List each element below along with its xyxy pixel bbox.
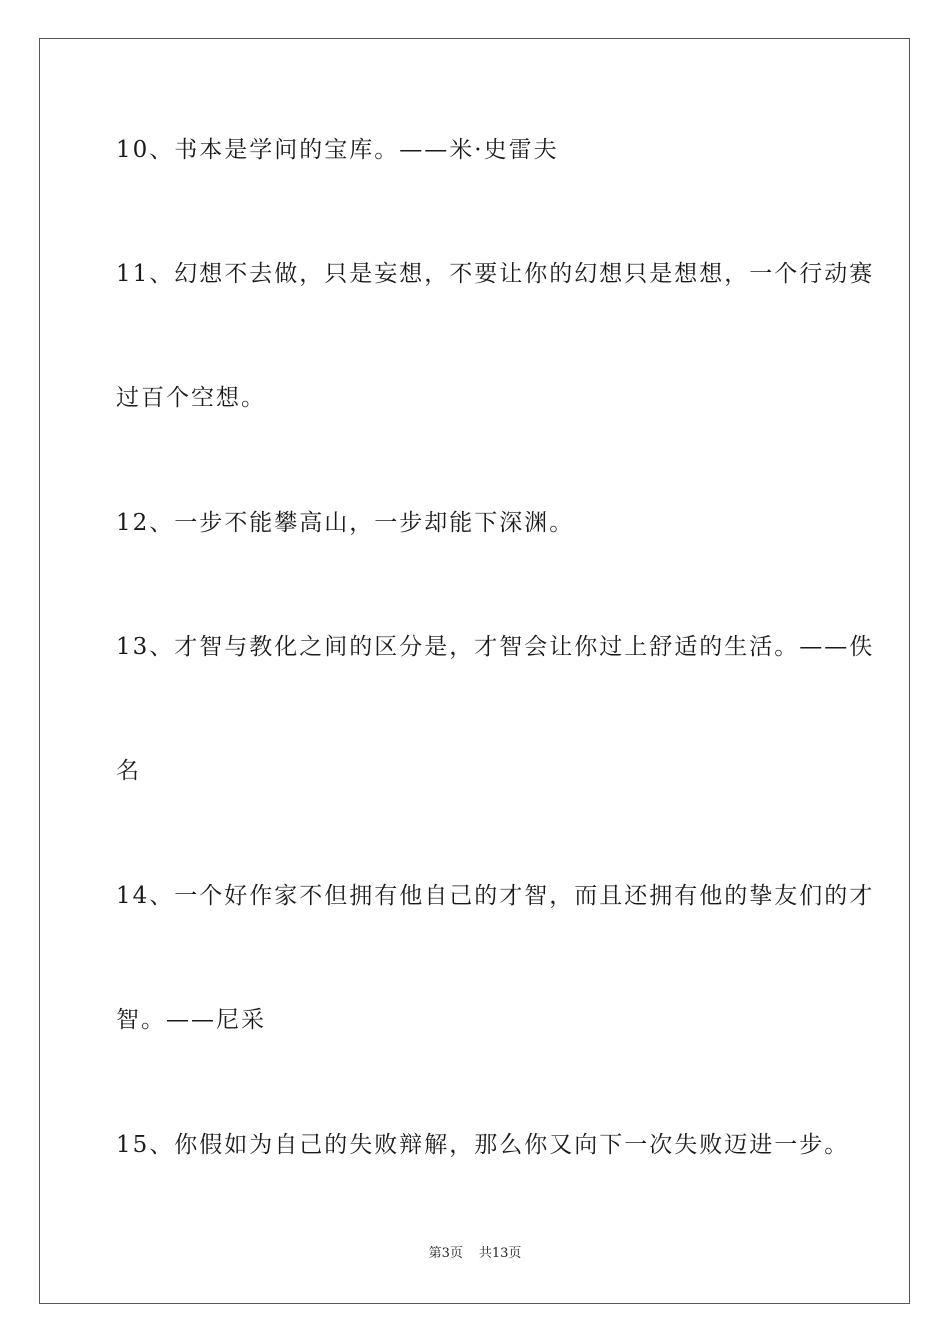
quote-12: 12、一步不能攀高山，一步却能下深渊。	[116, 510, 575, 536]
page-border	[39, 38, 910, 1304]
quote-14-line-2: 智。——尼采	[116, 1007, 266, 1033]
quote-11-line-2: 过百个空想。	[116, 385, 266, 411]
quote-14-line-1: 14、一个好作家不但拥有他自己的才智，而且还拥有他的挚友们的才	[116, 883, 875, 909]
quote-11-line-1: 11、幻想不去做，只是妄想，不要让你的幻想只是想想，一个行动赛	[116, 261, 875, 287]
quote-15: 15、你假如为自己的失败辩解，那么你又向下一次失败迈进一步。	[116, 1132, 850, 1158]
page-footer	[0, 1245, 950, 1263]
quote-10: 10、书本是学问的宝库。——米·史雷夫	[116, 137, 559, 163]
page-number: 第3页	[428, 1246, 463, 1261]
total-pages: 共13页	[478, 1246, 522, 1261]
quote-13-line-1: 13、才智与教化之间的区分是，才智会让你过上舒适的生活。——佚	[116, 634, 875, 660]
quote-13-line-2: 名	[116, 758, 141, 784]
